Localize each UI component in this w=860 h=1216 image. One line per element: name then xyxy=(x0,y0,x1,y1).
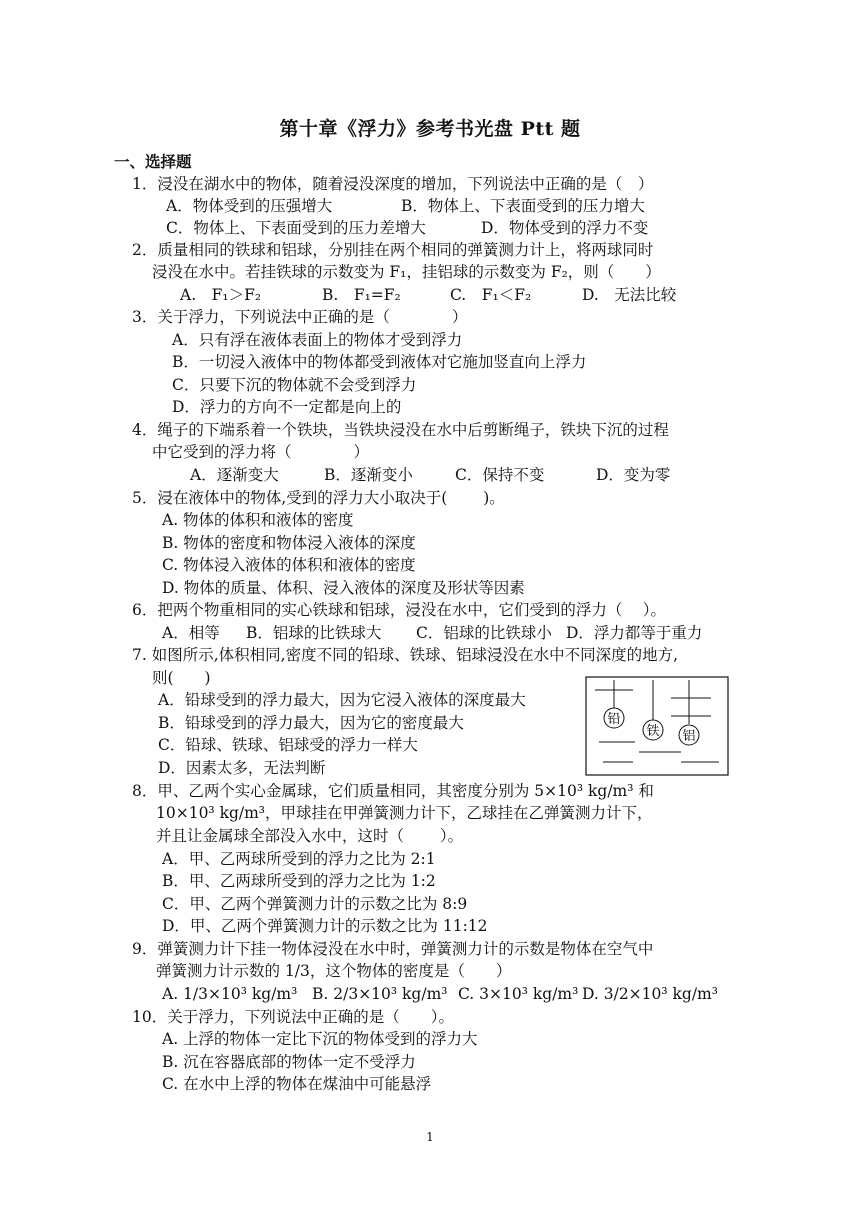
question-2-option-c: C. F₁＜F₂ xyxy=(450,286,532,304)
question-4-option-b: B．逐渐变小 xyxy=(324,466,413,484)
question-9-stem-line2: 弹簧测力计示数的 1/3，这个物体的密度是（ ） xyxy=(156,962,512,980)
question-6-option-d: D．浮力都等于重力 xyxy=(566,624,703,642)
question-1-stem: 1．浸没在湖水中的物体，随着浸没深度的增加，下列说法中正确的是（ ） xyxy=(132,175,654,193)
question-5-option-d: D. 物体的质量、体积、浸入液体的深度及形状等因素 xyxy=(162,579,525,597)
question-1-option-b: B．物体上、下表面受到的压力增大 xyxy=(401,197,645,215)
question-6-stem: 6．把两个物重相同的实心铁球和铝球，浸没在水中，它们受到的浮力（ ）。 xyxy=(132,601,667,619)
question-3-option-b: B．一切浸入液体中的物体都受到液体对它施加竖直向上浮力 xyxy=(172,353,587,371)
question-4-option-a: A．逐渐变大 xyxy=(190,466,279,484)
question-2-stem-line1: 2．质量相同的铁球和铝球，分别挂在两个相同的弹簧测力计上，将两球同时 xyxy=(132,241,654,259)
question-8-option-c: C．甲、乙两个弹簧测力计的示数之比为 8:9 xyxy=(162,895,468,913)
question-7-stem-line2: 则( ) xyxy=(152,669,211,687)
page-number: 1 xyxy=(426,1130,434,1144)
question-8-stem-line1: 8．甲、乙两个实心金属球，它们质量相同，其密度分别为 5×10³ kg/m³ 和 xyxy=(132,782,654,800)
question-3-stem: 3．关于浮力，下列说法中正确的是（ ） xyxy=(132,308,468,326)
question-3-option-a: A．只有浮在液体表面上的物体才受到浮力 xyxy=(172,331,463,349)
question-7-stem-line1: 7. 如图所示,体积相同,密度不同的铅球、铁球、铝球浸没在水中不同深度的地方, xyxy=(132,646,678,664)
question-10-option-c: C. 在水中上浮的物体在煤油中可能悬浮 xyxy=(162,1075,432,1093)
question-2-option-d: D. 无法比较 xyxy=(582,286,677,304)
question-4-option-d: D．变为零 xyxy=(596,466,671,484)
question-9-option-d: D. 3/2×10³ kg/m³ xyxy=(582,985,718,1003)
question-1-option-a: A．物体受到的压强增大 xyxy=(166,197,333,215)
lead-ball-label: 铅 xyxy=(607,712,621,727)
question-10-option-b: B. 沉在容器底部的物体一定不受浮力 xyxy=(162,1053,416,1071)
question-3-option-c: C．只要下沉的物体就不会受到浮力 xyxy=(172,376,417,394)
question-5-option-a: A. 物体的体积和液体的密度 xyxy=(162,511,354,529)
question-8-option-d: D．甲、乙两个弹簧测力计的示数之比为 11:12 xyxy=(162,917,488,935)
question-8-stem-line3: 并且让金属球全部没入水中，这时（ ）。 xyxy=(156,827,464,845)
question-6-option-a: A．相等 xyxy=(162,624,220,642)
question-8-stem-line2: 10×10³ kg/m³，甲球挂在甲弹簧测力计下，乙球挂在乙弹簧测力计下， xyxy=(156,804,653,822)
question-1-option-c: C．物体上、下表面受到的压力差增大 xyxy=(166,219,426,237)
question-4-stem-line2: 中它受到的浮力将（ ） xyxy=(152,443,370,461)
question-8-option-a: A．甲、乙两球所受到的浮力之比为 2:1 xyxy=(162,850,436,868)
question-1-option-d: D．物体受到的浮力不变 xyxy=(481,219,649,237)
question-2-stem-line2: 浸没在水中。若挂铁球的示数变为 F₁，挂铝球的示数变为 F₂，则（ ） xyxy=(152,263,661,281)
question-2-option-a: A. F₁＞F₂ xyxy=(180,286,262,304)
question-9-option-a: A. 1/3×10³ kg/m³ xyxy=(162,985,298,1003)
question-7-option-d: D．因素太多，无法判断 xyxy=(158,759,326,777)
balls-in-water-figure xyxy=(585,676,729,776)
question-5-option-c: C. 物体浸入液体的体积和液体的密度 xyxy=(162,556,416,574)
iron-ball-label: 铁 xyxy=(646,724,660,739)
question-2-option-b: B. F₁=F₂ xyxy=(322,286,401,304)
question-7-option-a: A．铅球受到的浮力最大，因为它浸入液体的深度最大 xyxy=(158,691,526,709)
question-4-option-c: C．保持不变 xyxy=(455,466,545,484)
question-9-option-b: B. 2/3×10³ kg/m³ xyxy=(312,985,448,1003)
question-9-option-c: C. 3×10³ kg/m³ xyxy=(458,985,579,1003)
question-7-option-c: C．铅球、铁球、铝球受的浮力一样大 xyxy=(158,736,418,754)
question-5-stem: 5．浸在液体中的物体,受到的浮力大小取决于( )。 xyxy=(132,489,505,507)
question-8-option-b: B．甲、乙两球所受到的浮力之比为 1:2 xyxy=(162,872,436,890)
question-7-option-b: B．铅球受到的浮力最大，因为它的密度最大 xyxy=(158,714,464,732)
question-10-option-a: A. 上浮的物体一定比下沉的物体受到的浮力大 xyxy=(162,1030,478,1048)
aluminum-ball-label: 铝 xyxy=(682,729,696,744)
question-6-option-c: C．铝球的比铁球小 xyxy=(416,624,552,642)
question-4-stem-line1: 4．绳子的下端系着一个铁块，当铁块浸没在水中后剪断绳子，铁块下沉的过程 xyxy=(132,421,669,439)
question-3-option-d: D．浮力的方向不一定都是向上的 xyxy=(172,398,402,416)
question-10-stem: 10．关于浮力，下列说法中正确的是（ ）。 xyxy=(132,1008,454,1026)
section-heading: 一、选择题 xyxy=(114,152,192,171)
page-title: 第十章《浮力》参考书光盘 Ptt 题 xyxy=(279,118,581,140)
question-5-option-b: B. 物体的密度和物体浸入液体的深度 xyxy=(162,534,416,552)
question-9-stem-line1: 9．弹簧测力计下挂一物体浸没在水中时，弹簧测力计的示数是物体在空气中 xyxy=(132,940,654,958)
question-6-option-b: B．铝球的比铁球大 xyxy=(246,624,382,642)
